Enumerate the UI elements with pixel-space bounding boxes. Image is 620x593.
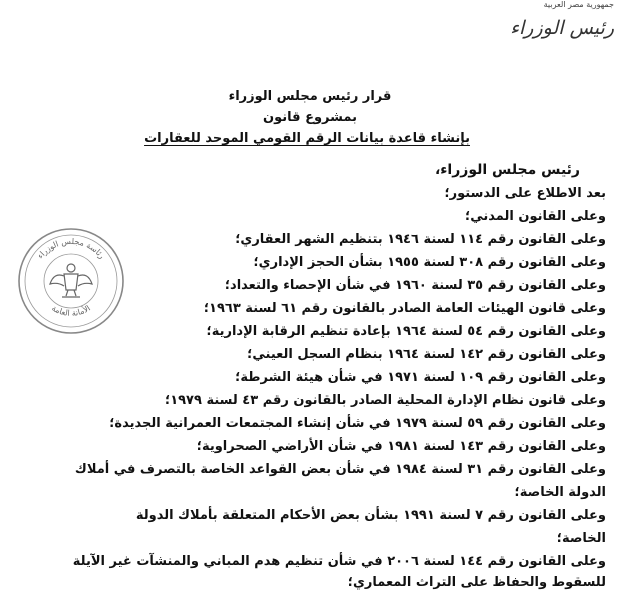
body-line: للسقوط والحفاظ على التراث المعماري؛ bbox=[347, 575, 606, 590]
body-line: وعلى القانون رقم ٥٩ لسنة ١٩٧٩ في شأن إنشاء المجتمعات العمرانية الجديدة؛ bbox=[109, 416, 606, 431]
body-line: الخاصة؛ bbox=[556, 531, 606, 546]
letterhead bbox=[464, 0, 614, 52]
body-line: وعلى القانون رقم ٣٠٨ لسنة ١٩٥٥ بشأن الحجز الإداري؛ bbox=[253, 255, 606, 270]
title-line-1: قرار رئيس مجلس الوزراء bbox=[228, 89, 392, 104]
body-line: وعلى القانون رقم ٧ لسنة ١٩٩١ بشأن بعض الأحكام المتعلقة بأملاك الدولة bbox=[135, 508, 606, 523]
letterhead-country: جمهورية مصر العربية bbox=[543, 0, 614, 9]
body-line: وعلى القانون رقم ٥٤ لسنة ١٩٦٤ بإعادة تنظيم الرقابة الإدارية؛ bbox=[206, 324, 606, 339]
title-line-3: بإنشاء قاعدة بيانات الرقم القومي الموحد للعقارات bbox=[144, 131, 470, 146]
addressee: رئيس مجلس الوزراء، bbox=[434, 162, 580, 178]
body-line: الدولة الخاصة؛ bbox=[514, 485, 606, 500]
body-line: وعلى القانون رقم ١٠٩ لسنة ١٩٧١ في شأن هيئة الشرطة؛ bbox=[235, 370, 606, 385]
body-line: وعلى القانون رقم ١٤٣ لسنة ١٩٨١ في شأن الأراضي الصحراوية؛ bbox=[196, 439, 606, 454]
body-line: وعلى القانون رقم ١٤٤ لسنة ٢٠٠٦ في شأن تنظيم هدم المباني والمنشآت غير الآيلة bbox=[72, 554, 606, 569]
body-line: وعلى القانون رقم ٣٥ لسنة ١٩٦٠ في شأن الإحصاء والتعداد؛ bbox=[224, 278, 606, 293]
body-line: وعلى القانون رقم ١٤٢ لسنة ١٩٦٤ بنظام السجل العيني؛ bbox=[247, 347, 606, 362]
eagle-emblem-icon bbox=[50, 264, 92, 297]
body-line: وعلى القانون رقم ٣١ لسنة ١٩٨٤ في شأن بعض القواعد الخاصة بالتصرف في أملاك bbox=[74, 462, 606, 477]
title-line-2: بمشروع قانون bbox=[263, 110, 357, 125]
preamble: بعد الاطلاع على الدستور؛ bbox=[444, 186, 606, 201]
seal-inner-text: الأمانة العامة bbox=[50, 303, 92, 318]
seal-graphic bbox=[16, 226, 126, 336]
body-line: وعلى قانون الهيئات العامة الصادر بالقانون رقم ٦١ لسنة ١٩٦٣؛ bbox=[203, 301, 606, 316]
body-line: وعلى القانون المدني؛ bbox=[465, 209, 606, 224]
official-seal bbox=[16, 226, 126, 336]
body-line: وعلى قانون نظام الإدارة المحلية الصادر بالقانون رقم ٤٣ لسنة ١٩٧٩؛ bbox=[164, 393, 606, 408]
body-line: وعلى القانون رقم ١١٤ لسنة ١٩٤٦ بتنظيم الشهر العقاري؛ bbox=[235, 232, 606, 247]
decree-title bbox=[144, 86, 470, 149]
seal-outer-text: رئاسة مجلس الوزراء bbox=[35, 236, 107, 261]
letterhead-office: رئيس الوزراء bbox=[510, 17, 614, 39]
